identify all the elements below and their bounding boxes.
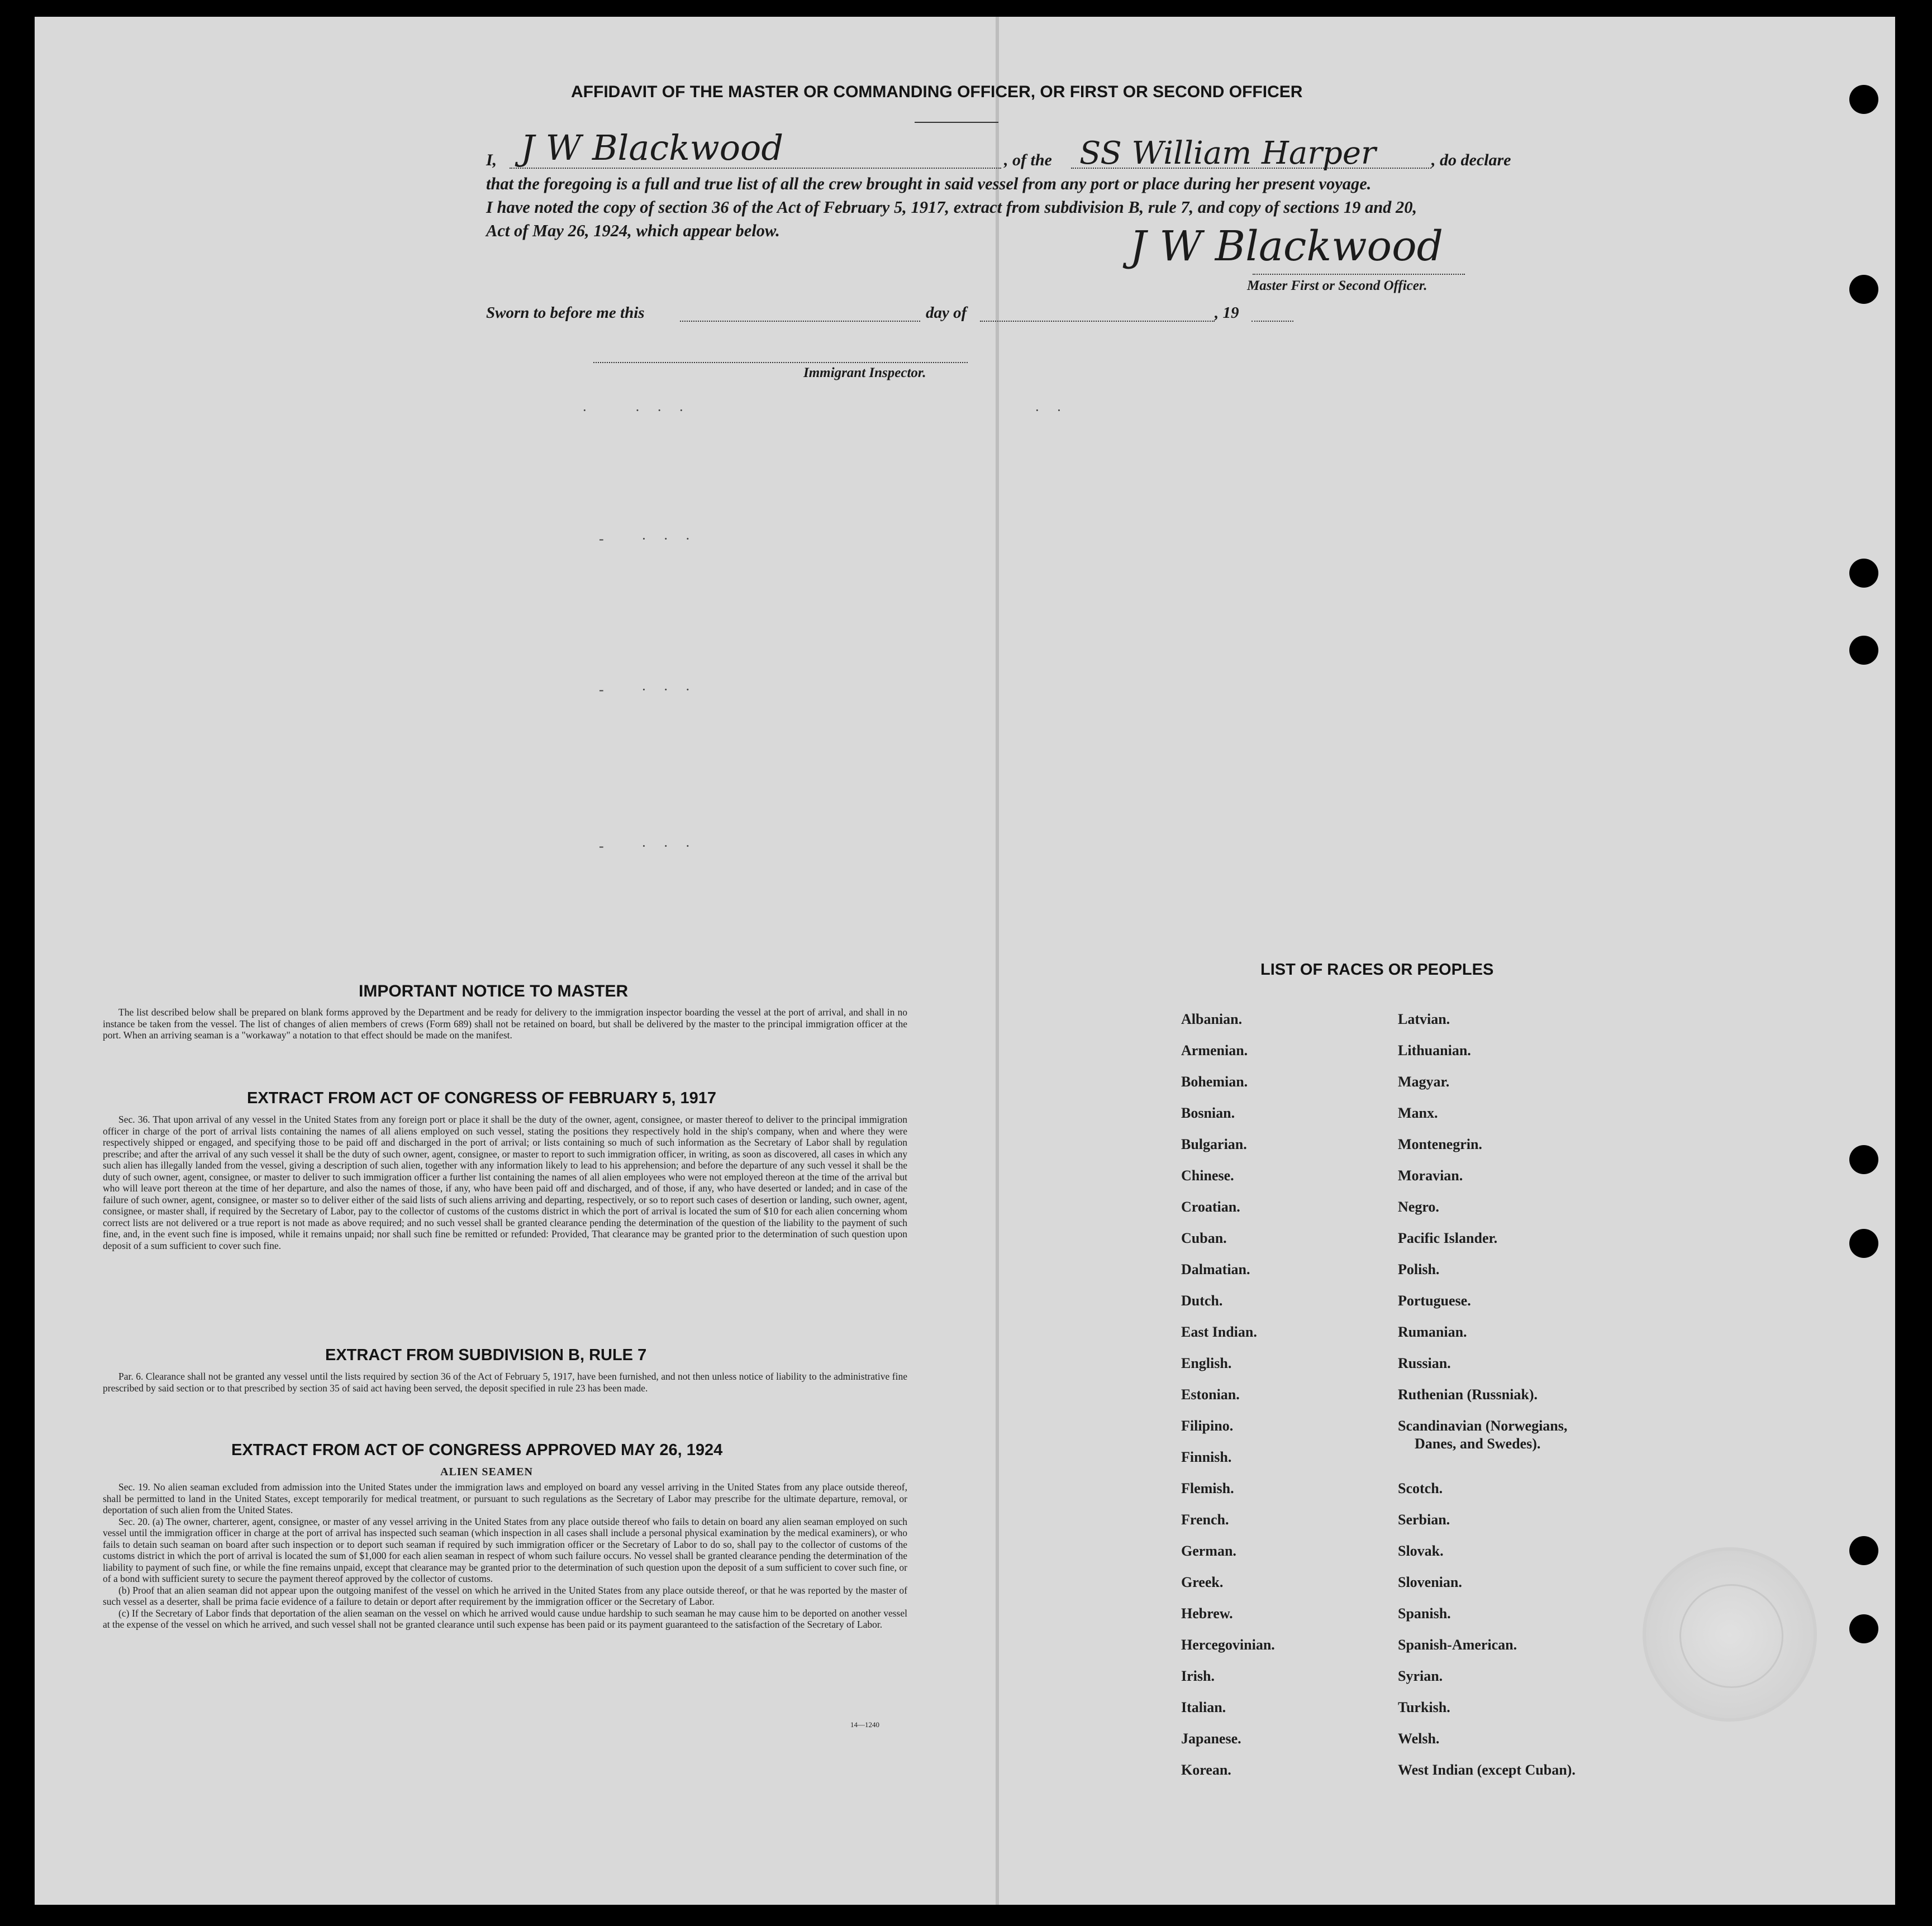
affidavit-line4: Act of May 26, 1924, which appear below. [486, 221, 780, 240]
punch-hole [1849, 636, 1878, 665]
race-left: German. [1181, 1543, 1236, 1559]
race-right: Moravian. [1398, 1167, 1463, 1184]
embossed-seal-icon [1643, 1547, 1817, 1722]
race-right: Rumanian. [1398, 1324, 1467, 1340]
race-left: French. [1181, 1512, 1229, 1528]
race-right: Pacific Islander. [1398, 1230, 1498, 1246]
extract-1917-heading: EXTRACT FROM ACT OF CONGRESS OF FEBRUARY 5, 1917 [247, 1089, 717, 1107]
race-left: Cuban. [1181, 1230, 1227, 1246]
race-left: Bosnian. [1181, 1105, 1235, 1121]
punch-hole [1849, 1536, 1878, 1565]
race-left: Finnish. [1181, 1449, 1232, 1465]
race-left: Hebrew. [1181, 1605, 1233, 1622]
sworn-month-line [980, 321, 1215, 322]
race-right: Latvian. [1398, 1011, 1450, 1027]
punch-hole [1849, 1145, 1878, 1174]
race-left: Croatian. [1181, 1199, 1240, 1215]
extract-subdivision-heading: EXTRACT FROM SUBDIVISION B, RULE 7 [325, 1346, 647, 1364]
sec-20a-paragraph: Sec. 20. (a) The owner, charterer, agent, consignee, or master of any vessel arriving in the United States from any place outside thereof who fails to detain on board any alien seaman employed on such vessel until the immigration officer in charge at the port of arrival has inspected such seaman (which inspection in all cases shall include a personal physical examination by the medical examiners), or who fails to detain such seaman on board after such inspection or to deport such seaman if required by such immigration officer or the Secretary of Labor to do so, shall pay to the collector of customs of the customs district in which the port of arrival is located the sum of $1,000 for each alien seaman in respect of whom such failure occurs. No vessel shall be granted clearance pending the determination of the liability to payment of such fine, or while the fine remains unpaid, except that clearance may be granted prior to the determination of such question upon the deposit of a sum sufficient to cover such fine, or of a bond with sufficient surety to secure the payment thereof approved by the collector of customs. [103, 1515, 907, 1584]
sec-36-paragraph: Sec. 36. That upon arrival of any vessel in the United States from any foreign port or place it shall be the duty of the owner, agent, consignee, or master thereof to deliver to the principal immigration officer in charge of the port of arrival lists containing the names of all aliens employed on such vessel, stating the positions they respectively hold in the ship's company, when and where they were respectively shipped or engaged, and specifying those to be paid off and discharged in the port of arrival; or lists containing so much of such information as the Secretary of Labor shall by regulation prescribe; and after the arrival of any such vessel it shall be the duty of such owner, agent, consignee, or master to report to such immigration officer, in writing, as soon as discovered, all cases in which any such alien has illegally landed from the vessel, giving a description of such alien, together with any information likely to lead to his apprehension; and before the departure of any such vessel it shall be the duty of such owner, agent, consignee, or master to deliver to such immigration officer a further list containing the names of all alien employees who were not employed thereon at the time of the arrival but who will leave port thereon at the time of her departure, and also the names of those, if any, who have been paid off and discharged, and of those, if any, who have deserted or landed; and in case of the failure of such owner, agent, consignee, or master so to deliver either of the said lists of such aliens arriving and departing, respectively, or so to report such cases of desertion or landing, such owner, agent, consignee, or master shall, if required by the Secretary of Labor, pay to the collector of customs of the customs district in which the port of arrival is located the sum of $10 for each alien concerning whom correct lists are not delivered or a true report is not made as above required; and no such vessel shall be granted clearance pending the determination of the question of the liability to the payment of such fine, and, in the event such fine is imposed, while it remains unpaid; nor shall such fine be remitted or refunded: Provided, That clearance may be granted prior to the determination of such question upon deposit of a sum sufficient to cover such fine. [103, 1114, 907, 1251]
race-right: Welsh. [1398, 1730, 1440, 1747]
races-heading: LIST OF RACES OR PEOPLES [1260, 961, 1494, 979]
sworn-year-line [1251, 321, 1293, 322]
race-right: Russian. [1398, 1355, 1451, 1371]
race-left: Irish. [1181, 1668, 1215, 1684]
race-right: Montenegrin. [1398, 1136, 1482, 1152]
race-left: Bulgarian. [1181, 1136, 1247, 1152]
sec-19-paragraph: Sec. 19. No alien seaman excluded from admission into the United States under the immigration laws and employed on board any vessel arriving in the United States from any place outside thereof, shall be permitted to land in the United States, except temporarily for medical treatment, or pursuant to such regulations as the Secretary of Labor may prescribe for the ultimate departure, removal, or deportation of such alien from the United States. [103, 1481, 907, 1515]
seal-eagle-icon [1679, 1584, 1783, 1688]
alien-seamen-subheading: ALIEN SEAMEN [440, 1466, 533, 1478]
race-right: Spanish-American. [1398, 1637, 1517, 1653]
punch-hole [1849, 1229, 1878, 1258]
affidavit-line2: that the foregoing is a full and true list of all the crew brought in said vessel from any port or place during her present voyage. [486, 174, 1372, 193]
race-right: Scotch. [1398, 1480, 1443, 1496]
race-right: West Indian (except Cuban). [1398, 1762, 1576, 1778]
punch-hole [1849, 1614, 1878, 1643]
race-right: Negro. [1398, 1199, 1439, 1215]
race-right: Portuguese. [1398, 1293, 1471, 1309]
race-right: Serbian. [1398, 1512, 1450, 1528]
officer-signature: J W Blackwood [1130, 222, 1444, 270]
ink-specks: - · · · [599, 681, 697, 698]
document-sheet [35, 17, 1895, 1905]
race-right: Slovak. [1398, 1543, 1444, 1559]
sworn-prefix: Sworn to before me this [486, 304, 645, 322]
race-left: Chinese. [1181, 1167, 1234, 1184]
sworn-year: , 19 [1215, 304, 1239, 322]
race-left: Hercegovinian. [1181, 1637, 1275, 1653]
extract-subdivision-text [103, 1371, 907, 1394]
race-left: Estonian. [1181, 1386, 1240, 1403]
par-6-paragraph: Par. 6. Clearance shall not be granted any vessel until the lists required by section 36 of the Act of February 5, 1917, have been furnished, and not then unless notice of liability to the administrative fine prescribed by said section or to that prescribed by section 35 of said act having been served, the deposit specified in rule 23 has been made. [103, 1371, 907, 1394]
ink-specks: · · [1035, 402, 1068, 418]
inspector-caption: Immigrant Inspector. [803, 365, 926, 380]
race-left: Dalmatian. [1181, 1261, 1250, 1277]
race-right: Ruthenian (Russniak). [1398, 1386, 1538, 1403]
race-right: Danes, and Swedes). [1415, 1436, 1541, 1452]
notice-text [103, 1007, 907, 1041]
race-right: Slovenian. [1398, 1574, 1462, 1590]
signature-line [1253, 274, 1465, 275]
form-number: 14—1240 [850, 1720, 879, 1729]
punch-hole [1849, 559, 1878, 588]
race-left: Dutch. [1181, 1293, 1223, 1309]
sworn-day: day of [926, 304, 967, 322]
vessel-name: SS William Harper [1079, 135, 1376, 171]
signature-caption: Master First or Second Officer. [1247, 278, 1427, 293]
extract-1924-text [103, 1481, 907, 1631]
race-right: Magyar. [1398, 1074, 1450, 1090]
affidavit-line3: I have noted the copy of section 36 of the Act of February 5, 1917, extract from subdivision B, rule 7, and copy of sections 19 and 20, [486, 198, 1417, 217]
extract-1917-text [103, 1114, 907, 1251]
heading-rule [915, 122, 998, 123]
sworn-date-line [680, 321, 920, 322]
race-right: Syrian. [1398, 1668, 1443, 1684]
extract-1924-heading: EXTRACT FROM ACT OF CONGRESS APPROVED MAY 26, 1924 [231, 1441, 723, 1459]
race-left: Armenian. [1181, 1042, 1248, 1059]
affidavit-line1-suffix: , do declare [1431, 151, 1511, 169]
race-right: Spanish. [1398, 1605, 1451, 1622]
affidavit-line1-mid: , of the [1004, 151, 1052, 169]
punch-hole [1849, 85, 1878, 114]
race-right: Lithuanian. [1398, 1042, 1471, 1059]
notice-heading: IMPORTANT NOTICE TO MASTER [359, 982, 629, 1000]
ink-specks: - · · · [599, 838, 697, 854]
master-name: J W Blackwood [521, 127, 784, 168]
punch-hole [1849, 275, 1878, 304]
inspector-line [593, 362, 968, 363]
race-left: Flemish. [1181, 1480, 1234, 1496]
race-left: Japanese. [1181, 1730, 1241, 1747]
race-left: Italian. [1181, 1699, 1226, 1715]
race-right: Polish. [1398, 1261, 1440, 1277]
race-left: Greek. [1181, 1574, 1224, 1590]
affidavit-line1-prefix: I, [486, 151, 497, 169]
race-right: Turkish. [1398, 1699, 1450, 1715]
ink-specks: · · · · [582, 402, 691, 418]
race-left: Filipino. [1181, 1418, 1234, 1434]
race-left: East Indian. [1181, 1324, 1257, 1340]
race-right: Scandinavian (Norwegians, [1398, 1418, 1568, 1434]
race-left: Korean. [1181, 1762, 1231, 1778]
sec-20b-paragraph: (b) Proof that an alien seaman did not appear upon the outgoing manifest of the vessel on which he arrived in the United States from any place outside thereof, or that he was reported by the master of such vessel as a deserter, shall be prima facie evidence of a failure to detain or deport after requirement by the immigration officer or the Secretary of Labor. [103, 1584, 907, 1607]
page-fold [996, 17, 999, 1905]
notice-paragraph: The list described below shall be prepared on blank forms approved by the Department and be ready for delivery to the immigration inspector boarding the vessel at the port of arrival, and shall in no instance be taken from the vessel. The list of changes of alien members of crews (Form 689) shall not be retained on board, but shall be delivered by the master to the principal immigration officer at the port. When an arriving seaman is a "workaway" a notation to that effect should be made on the manifest. [103, 1007, 907, 1041]
affidavit-heading: AFFIDAVIT OF THE MASTER OR COMMANDING OFFICER, OR FIRST OR SECOND OFFICER [571, 83, 1303, 101]
race-left: English. [1181, 1355, 1232, 1371]
race-right: Manx. [1398, 1105, 1438, 1121]
sec-20c-paragraph: (c) If the Secretary of Labor finds that deportation of the alien seaman on the vessel on which he arrived would cause undue hardship to such seaman he may cause him to be deported on another vessel at the expense of the vessel on which he arrived, and such vessel shall not be granted clearance until such expense has been paid or its payment guaranteed to the satisfaction of the Secretary of Labor. [103, 1607, 907, 1630]
race-left: Albanian. [1181, 1011, 1243, 1027]
ink-specks: - · · · [599, 531, 697, 547]
race-left: Bohemian. [1181, 1074, 1248, 1090]
